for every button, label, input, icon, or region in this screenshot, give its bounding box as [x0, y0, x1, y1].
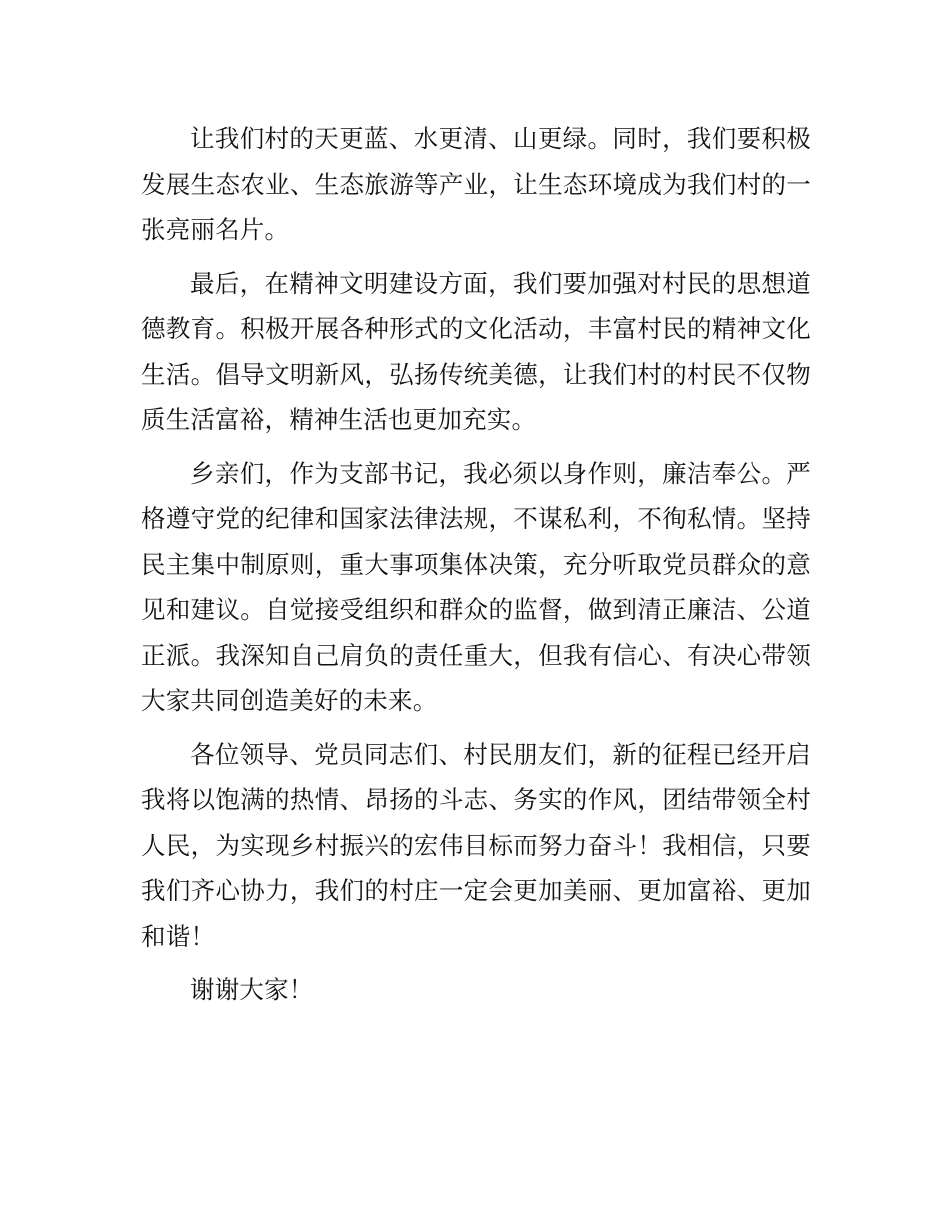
paragraph-closing-call: 各位领导、党员同志们、村民朋友们，新的征程已经开启我将以饱满的热情、昂扬的斗志、务实的作风，团结带领全村人民，为实现乡村振兴的宏伟目标而努力奋斗！我相信，只要我们齐心协力，我们的村庄一定会更加美丽、更加富裕、更加和谐！ — [141, 739, 811, 951]
paragraph-ecology: 让我们村的天更蓝、水更清、山更绿。同时，我们要积极发展生态农业、生态旅游等产业，让生态环境成为我们村的一张亮丽名片。 — [141, 124, 811, 244]
paragraph-integrity-pledge: 乡亲们，作为支部书记，我必须以身作则，廉洁奉公。严格遵守党的纪律和国家法律法规，不谋私利，不徇私情。坚持民主集中制原则，重大事项集体决策，充分听取党员群众的意见和建议。自觉接受组织和群众的监督，做到清正廉洁、公道正派。我深知自己肩负的责任重大，但我有信心、有决心带领大家共同创造美好的未来。 — [141, 458, 811, 715]
document-body — [141, 116, 811, 1021]
paragraph-thanks: 谢谢大家！ — [190, 975, 314, 1004]
paragraph-spiritual-civilization: 最后，在精神文明建设方面，我们要加强对村民的思想道德教育。积极开展各种形式的文化活动，丰富村民的精神文化生活。倡导文明新风，弘扬传统美德，让我们村的村民不仅物质生活富裕，精神生活也更加充实。 — [141, 268, 811, 434]
